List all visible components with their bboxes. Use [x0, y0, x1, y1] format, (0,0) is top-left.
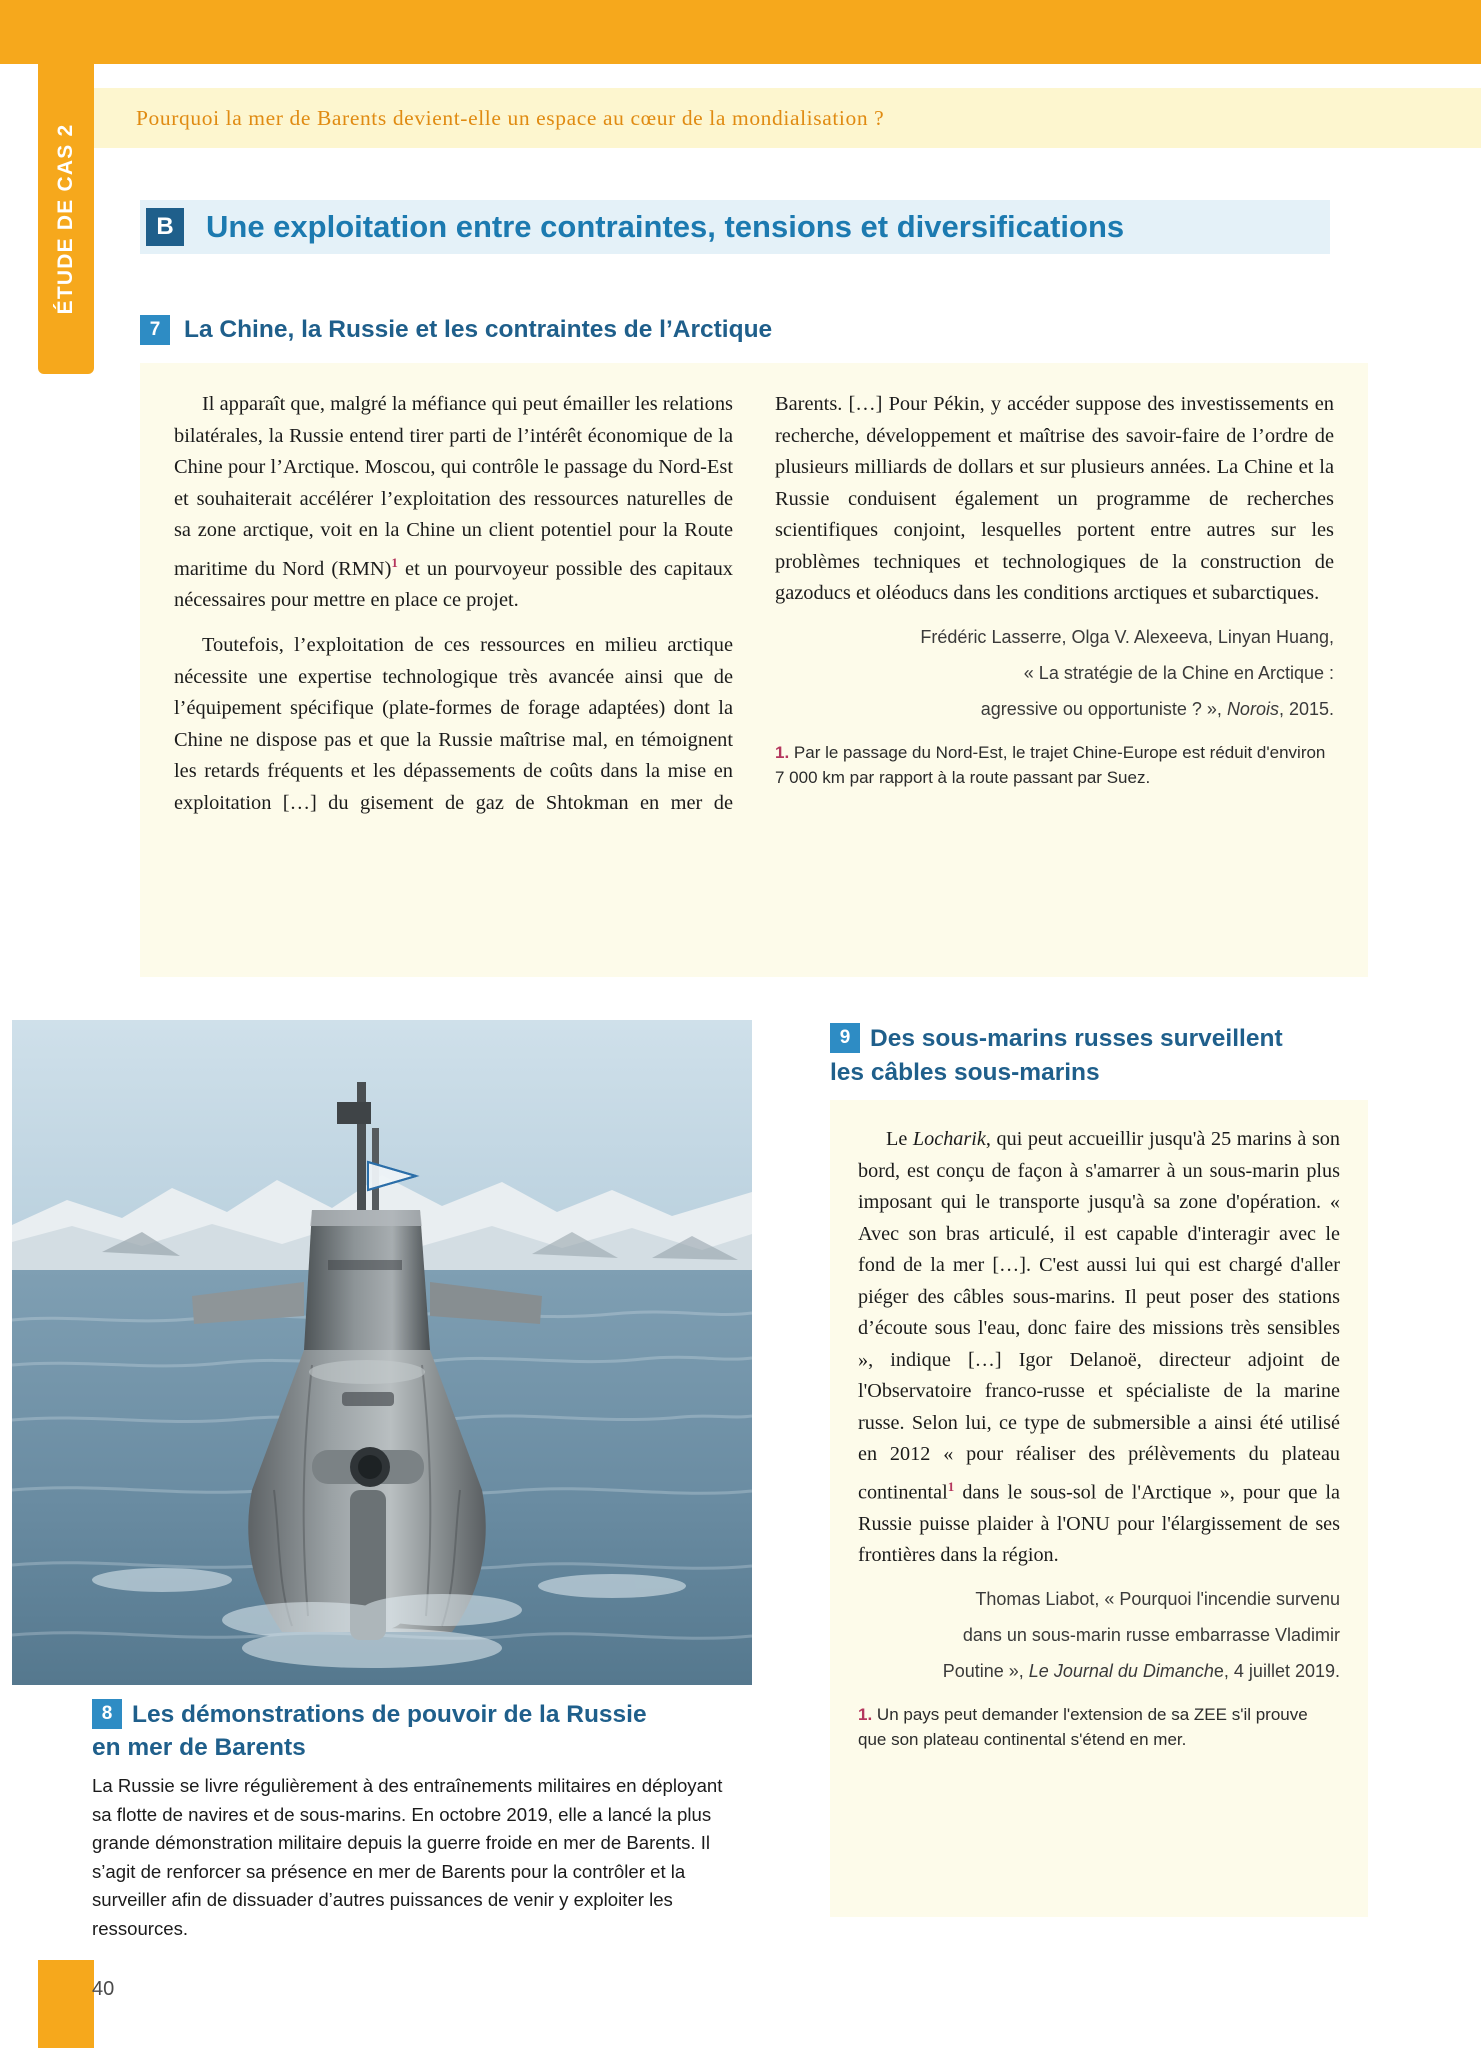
submarine-photo-illustration [12, 1020, 752, 1685]
doc7-paragraph-1 [174, 389, 733, 616]
doc9-paragraph [858, 1124, 1340, 1572]
doc7-source-authors: Frédéric Lasserre, Olga V. Alexeeva, Linyan Huang, [920, 626, 1334, 647]
section-b-header [140, 200, 1330, 254]
section-b-badge: B [146, 208, 184, 246]
doc8-title-line1: Les démonstrations de pouvoir de la Russie [132, 1701, 647, 1728]
doc9-footnote [858, 1702, 1340, 1752]
doc7-source-year: , 2015. [1278, 698, 1334, 719]
doc9-source-line-3 [858, 1658, 1340, 1684]
doc9-source-3b: e, 4 juillet 2019. [1213, 1660, 1340, 1681]
doc9-title-line1: Des sous-marins russes surveillent [870, 1025, 1283, 1052]
doc7-footnote-number: 1. [775, 742, 790, 762]
doc9-source-line-2: dans un sous-marin russe embarrasse Vladimir [962, 1624, 1340, 1645]
doc7-source-end: agressive ou opportuniste ? », [980, 698, 1227, 719]
doc9-italic-title: Locharik [912, 1128, 986, 1150]
doc9-title-line2: les câbles sous-marins [830, 1059, 1100, 1086]
doc9-p1-end: dans le sous-sol de l'Arctique », pour que la Russie puisse plaider à l'ONU pour l'élargissement de ses frontières dans la région. [858, 1481, 1340, 1567]
doc9-lead: Le [886, 1128, 913, 1150]
doc9-p1: , qui peut accueillir jusqu'à 25 marins à son bord, est conçu de façon à s'amarrer à un sous-marin plus imposant qui le transporte jusqu'à sa zone d'opération. « Avec son bras articulé, il est capable d'interagir avec le fond de la mer […]. C'est aussi lui qui est chargé d'aller piéger des câbles sous-marins. Il peut poser des stations d’écoute sous l'eau, donc faire des missions très sensibles », indique […] Igor Delanoë, directeur adjoint de l'Observatoire franco-russe et spécialiste de la marine russe. Selon lui, ce type de submersible a ainsi été utilisé en 2012 « pour réaliser des prélèvements du plateau continental [858, 1128, 1340, 1504]
doc9-source-line-1: Thomas Liabot, « Pourquoi l'incendie survenu [975, 1588, 1340, 1609]
doc8-title-line2: en mer de Barents [92, 1734, 306, 1761]
running-head-banner [94, 88, 1481, 148]
doc9-source-3-italic: Le Journal du Dimanch [1028, 1660, 1214, 1681]
study-case-side-tab [38, 64, 94, 374]
doc9-text-box [830, 1100, 1368, 1917]
doc9-title-block [830, 1025, 1283, 1086]
doc8-title-block [92, 1701, 647, 1761]
doc7-footnote [775, 740, 1334, 790]
doc7-columns [174, 389, 1334, 957]
doc9-footnote-number: 1. [858, 1704, 873, 1724]
doc9-header [830, 1022, 1370, 1090]
doc7-number-badge: 7 [140, 315, 170, 345]
page-number-bar [38, 1960, 94, 2048]
side-tab-label: ÉTUDE DE CAS 2 [54, 123, 77, 315]
doc9-footnote-ref: 1 [947, 1478, 955, 1494]
doc7-footnote-text: Par le passage du Nord-Est, le trajet Chine-Europe est réduit d'environ 7 000 km par rapport à la route passant par Suez. [775, 742, 1326, 787]
doc7-p1-text-end: et un pourvoyeur possible des capitaux nécessaires pour mettre en place ce projet. [174, 557, 734, 611]
doc9-source-3a: Poutine », [942, 1660, 1029, 1681]
doc7-title-row [140, 315, 772, 345]
doc7-p1-footnote-ref: 1 [391, 554, 398, 570]
doc9-footnote-text: Un pays peut demander l'extension de sa ZEE s'il prouve que son plateau continental s'étend en mer. [858, 1704, 1308, 1749]
section-b-title: Une exploitation entre contraintes, tensions et diversifications [206, 209, 1125, 244]
doc7-source-title: « La stratégie de la Chine en Arctique : [1023, 662, 1334, 683]
page-number: 40 [92, 1978, 115, 2000]
doc7-paragraph-2: Toutefois, l’exploitation de ces ressources en milieu arctique nécessite une expertise technologique très avancée ainsi que de l’équipement spécifique (plate-formes de forage adaptées) dont la Chine ne dispose pas et que la Russie maîtrise mal, en témoignent les retards fréquents et les dépassements de coûts dans la mise en exploitation […] du gisement de gaz de Shtokman en mer de Barents. […] Pour Pékin, y accéder suppose des investissements en recherche, développement et maîtrise des savoir-faire de l’ordre de plusieurs milliards de dollars et sur plusieurs années. La Chine et la Russie conduisent également un programme de recherches scientifiques conjoint, lesquelles portent entre autres sur les problèmes techniques et technologiques de la construction de gazoducs et oléoducs dans les conditions arctiques et subarctiques. [174, 393, 1334, 814]
doc7-text-box [140, 363, 1368, 977]
doc9-number-badge: 9 [830, 1023, 860, 1053]
doc8-header [92, 1698, 752, 1764]
running-head-text: Pourquoi la mer de Barents devient-elle un espace au cœur de la mondialisation ? [136, 105, 885, 130]
doc7-source-italic: Norois [1226, 698, 1279, 719]
doc7-p1-text: Il apparaît que, malgré la méfiance qui peut émailler les relations bilatérales, la Russie entend tirer parti de l’intérêt économique de la Chine pour l’Arctique. Moscou, qui contrôle le passage du Nord-Est et souhaiterait accélérer l’exploitation des ressources naturelles de sa zone arctique, voit en la Chine un client potentiel pour la Route maritime du Nord (RMN) [174, 393, 733, 580]
doc8-body-text: La Russie se livre régulièrement à des entraînements militaires en déployant sa flotte de navires et de sous-marins. En octobre 2019, elle a lancé la plus grande démonstration militaire depuis la guerre froide en mer de Barents. Il s’agit de renforcer sa présence en mer de Barents pour la contrôler et la surveiller afin de dissuader d’autres puissances de venir y exploiter les ressources. [92, 1775, 723, 1939]
top-orange-bar [0, 0, 1481, 64]
submarine-photo [12, 1020, 752, 1685]
doc7-source-ref [775, 696, 1334, 722]
doc8-number-badge: 8 [92, 1699, 122, 1729]
doc7-title: La Chine, la Russie et les contraintes de l’Arctique [184, 316, 773, 343]
